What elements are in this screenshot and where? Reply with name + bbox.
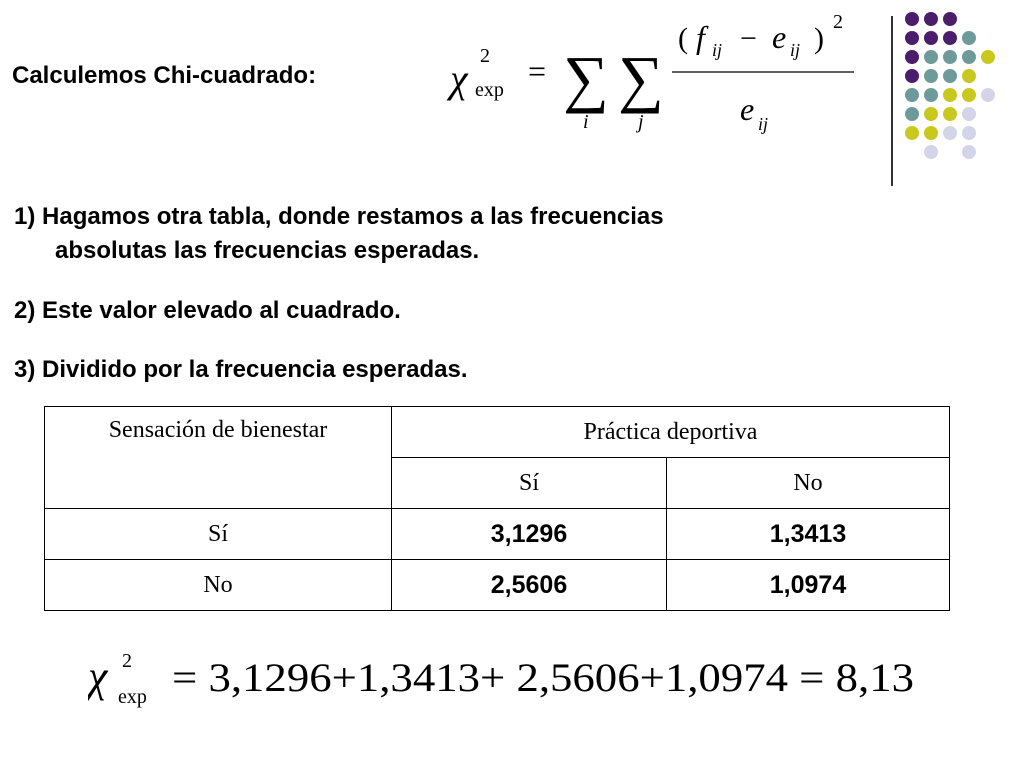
formula-e: e — [772, 19, 787, 55]
formula-svg — [440, 0, 870, 150]
dot — [905, 31, 919, 45]
cell-value: 1,3413 — [667, 509, 950, 560]
result-sup2: 2 — [122, 650, 132, 672]
row-header-cell: Sensación de bienestar — [45, 407, 392, 509]
column-header-no: No — [667, 458, 950, 509]
dot — [905, 107, 919, 121]
dot — [943, 126, 957, 140]
formula-num-pow: 2 — [833, 11, 843, 33]
dot — [924, 12, 938, 26]
result-equation — [88, 645, 928, 715]
dot — [962, 88, 976, 102]
step-3: 3) Dividido por la frecuencia esperadas. — [14, 356, 468, 383]
chi-square-formula — [440, 0, 870, 150]
dot — [924, 31, 938, 45]
dot — [943, 12, 957, 26]
dot — [943, 31, 957, 45]
formula-sub-exp: exp — [475, 79, 504, 101]
dot — [924, 88, 938, 102]
table-row — [45, 560, 950, 611]
dot — [924, 69, 938, 83]
cell-value: 3,1296 — [392, 509, 667, 560]
dot — [943, 107, 957, 121]
dot — [905, 69, 919, 83]
step-2: 2) Este valor elevado al cuadrado. — [14, 297, 401, 324]
dot — [962, 126, 976, 140]
dot — [981, 88, 995, 102]
dot — [962, 31, 976, 45]
contingency-table — [44, 406, 950, 611]
dot — [943, 88, 957, 102]
formula-index-i: i — [583, 111, 589, 133]
formula-chi: χ — [450, 56, 468, 101]
dot — [924, 107, 938, 121]
step-1-line-1: 1) Hagamos otra tabla, donde restamos a las frecuencias — [14, 203, 664, 230]
formula-f: f — [696, 19, 705, 55]
cell-value: 2,5606 — [392, 560, 667, 611]
formula-e-sub: ij — [790, 40, 801, 60]
formula-den-sub: ij — [758, 114, 769, 134]
slide-title: Calculemos Chi-cuadrado: — [12, 62, 317, 89]
dot — [924, 50, 938, 64]
step-1 — [14, 200, 664, 268]
formula-den-e: e — [740, 91, 755, 127]
formula-equals: = — [528, 53, 547, 89]
column-group-header: Práctica deportiva — [392, 407, 950, 458]
result-expression: = 3,1296+1,3413+ 2,5606+1,0974 = 8,13 — [172, 655, 914, 700]
table-row — [45, 509, 950, 560]
dot — [962, 50, 976, 64]
formula-f-sub: ij — [712, 40, 723, 60]
decorative-dot-grid — [905, 12, 1015, 172]
dot — [943, 69, 957, 83]
result-chi: χ — [88, 652, 108, 701]
dot — [905, 126, 919, 140]
vertical-divider — [891, 16, 893, 186]
dot — [962, 69, 976, 83]
formula-sup2: 2 — [480, 45, 490, 67]
cell-value: 1,0974 — [667, 560, 950, 611]
formula-minus: − — [740, 22, 757, 55]
formula-sigma-i: ∑ — [563, 43, 609, 114]
formula-paren-close: ) — [814, 22, 824, 55]
table-header-row — [45, 407, 950, 458]
row-label: No — [45, 560, 392, 611]
dot — [962, 145, 976, 159]
formula-paren-open: ( — [678, 22, 688, 55]
dot — [905, 12, 919, 26]
dot — [924, 126, 938, 140]
formula-index-j: j — [638, 111, 644, 133]
dot — [924, 145, 938, 159]
result-sub-exp: exp — [118, 686, 147, 708]
dot — [962, 107, 976, 121]
formula-sigma-j: ∑ — [618, 43, 664, 114]
result-svg — [88, 645, 928, 715]
dot — [905, 88, 919, 102]
dot — [981, 50, 995, 64]
column-header-yes: Sí — [392, 458, 667, 509]
row-label: Sí — [45, 509, 392, 560]
dot — [943, 50, 957, 64]
dot — [905, 50, 919, 64]
step-1-line-2: absolutas las frecuencias esperadas. — [55, 237, 480, 264]
